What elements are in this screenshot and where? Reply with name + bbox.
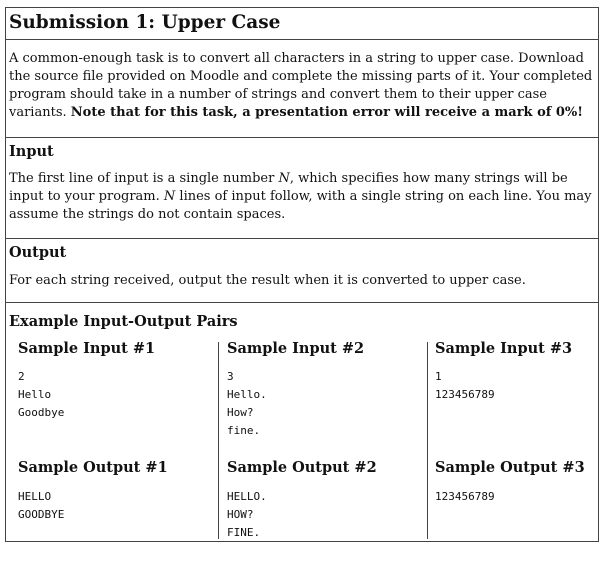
code-line: GOODBYE bbox=[18, 508, 65, 521]
sample-output-block bbox=[435, 488, 495, 506]
code-line: HELLO bbox=[18, 490, 52, 503]
intro-text: A common-enough task is to convert all characters in a string to upper case. Download the source file provided on Moodle and complete the missing parts of it. Your completed program should take in a number of strings and convert them to their upper case variants. bbox=[9, 51, 593, 120]
divider bbox=[5, 302, 599, 303]
input-text-1: The first line of input is a single number bbox=[9, 171, 279, 186]
input-text-3: lines of input follow, with a single string on each line. You may assume the strings do not contain spaces. bbox=[9, 189, 592, 222]
sample-input-block bbox=[435, 368, 495, 404]
page-title: Submission 1: Upper Case bbox=[9, 12, 281, 33]
code-line: Hello. bbox=[227, 388, 267, 401]
code-line: How? bbox=[227, 406, 254, 419]
input-text-2: , which specifies how many strings will be input to your program. bbox=[9, 171, 568, 204]
sample-output-block bbox=[227, 488, 267, 542]
output-paragraph: For each string received, output the result when it is converted to upper case. bbox=[9, 273, 526, 288]
variable-n: N bbox=[163, 189, 176, 204]
code-line: HOW? bbox=[227, 508, 254, 521]
sample-input-title: Sample Input #1 bbox=[18, 340, 156, 357]
intro-paragraph bbox=[9, 50, 594, 122]
examples-heading: Example Input-Output Pairs bbox=[9, 313, 238, 330]
output-heading: Output bbox=[9, 244, 67, 261]
input-paragraph bbox=[9, 170, 594, 224]
code-line: 123456789 bbox=[435, 388, 495, 401]
variable-n: N bbox=[278, 171, 290, 186]
divider bbox=[5, 238, 599, 239]
divider bbox=[5, 137, 599, 138]
sample-output-block bbox=[18, 488, 64, 524]
code-line: FINE. bbox=[227, 526, 261, 539]
column-divider bbox=[427, 342, 428, 539]
sample-output-title: Sample Output #2 bbox=[227, 459, 377, 476]
code-line: Hello bbox=[18, 388, 52, 401]
code-line: 2 bbox=[18, 370, 25, 383]
code-line: fine. bbox=[227, 424, 261, 437]
sample-input-title: Sample Input #2 bbox=[227, 340, 365, 357]
sample-output-title: Sample Output #1 bbox=[18, 459, 168, 476]
code-line: 123456789 bbox=[435, 490, 495, 503]
code-line: 3 bbox=[227, 370, 234, 383]
sample-input-block bbox=[227, 368, 267, 440]
sample-input-title: Sample Input #3 bbox=[435, 340, 573, 357]
sample-input-block bbox=[18, 368, 64, 422]
column-divider bbox=[218, 342, 219, 539]
intro-warning: Note that for this task, a presentation error will receive a mark of 0%! bbox=[70, 105, 583, 120]
code-line: HELLO. bbox=[227, 490, 267, 503]
code-line: Goodbye bbox=[18, 406, 65, 419]
input-heading: Input bbox=[9, 143, 54, 160]
sample-output-title: Sample Output #3 bbox=[435, 459, 585, 476]
code-line: 1 bbox=[435, 370, 442, 383]
